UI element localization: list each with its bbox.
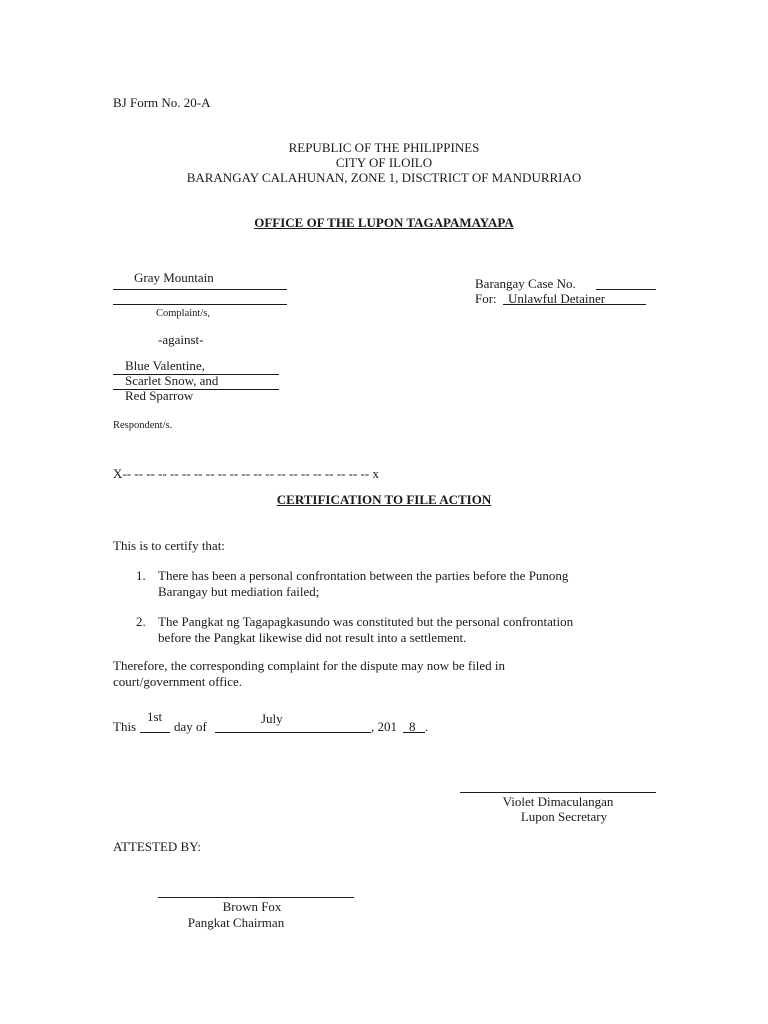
respondent-label: Respondent/s.: [113, 420, 173, 431]
item-2-line-2: before the Pangkat likewise did not result into a settlement.: [158, 629, 467, 645]
chairman-signature-line: [158, 897, 354, 898]
item-1-number: 1.: [136, 568, 146, 583]
respondent-2: Scarlet Snow, and: [125, 373, 219, 388]
attested-by-label: ATTESTED BY:: [113, 839, 201, 854]
date-period: .: [425, 719, 429, 734]
complainant-name: Gray Mountain: [134, 270, 214, 285]
complainant-line-2: [113, 304, 287, 305]
therefore-paragraph: [113, 658, 505, 689]
secretary-title: Lupon Secretary: [520, 809, 608, 824]
day-of-label: day of: [174, 719, 207, 734]
intro-text: This is to certify that:: [113, 538, 225, 553]
header-barangay: BARANGAY CALAHUNAN, ZONE 1, DISCTRICT OF MANDURRIAO: [186, 170, 582, 185]
case-no-label: Barangay Case No.: [475, 276, 576, 291]
secretary-name: Violet Dimaculangan: [502, 794, 614, 809]
chairman-title: Pangkat Chairman: [187, 915, 285, 930]
respondent-1: Blue Valentine,: [125, 358, 205, 373]
for-value: Unlawful Detainer: [508, 291, 606, 306]
item-2-line-1: The Pangkat ng Tagapagkasundo was constituted but the personal confrontation: [158, 614, 574, 629]
item-1-line-1: There has been a personal confrontation between the parties before the Punong: [158, 568, 569, 583]
therefore-line-2: court/government office.: [113, 673, 242, 689]
year-value: 8: [409, 719, 416, 734]
office-title: OFFICE OF THE LUPON TAGAPAMAYAPA: [254, 215, 514, 230]
this-label: This: [113, 719, 137, 734]
day-value: 1st: [147, 709, 163, 724]
for-label: For:: [475, 291, 497, 306]
month-line: [215, 732, 371, 733]
item-2-number: 2.: [136, 614, 146, 629]
item-1-line-2: Barangay but mediation failed;: [158, 583, 320, 599]
complainant-line-1: [113, 289, 287, 290]
separator: X-- -- -- -- -- -- -- -- -- -- -- -- -- -- -- -- -- -- -- -- -- x: [113, 466, 379, 481]
chairman-name: Brown Fox: [222, 899, 282, 914]
form-number: BJ Form No. 20-A: [113, 95, 211, 110]
complainant-label: Complaint/s,: [156, 308, 210, 319]
therefore-line-1: Therefore, the corresponding complaint for the dispute may now be filed in: [113, 658, 506, 673]
case-no-line: [596, 289, 656, 290]
against-label: -against-: [158, 332, 204, 347]
secretary-signature-line: [460, 792, 656, 793]
year-prefix: , 201: [371, 719, 397, 734]
respondent-3: Red Sparrow: [125, 388, 194, 403]
certification-title: CERTIFICATION TO FILE ACTION: [276, 492, 492, 507]
day-line: [140, 732, 170, 733]
header-city: CITY OF ILOILO: [335, 155, 433, 170]
month-value: July: [261, 711, 283, 726]
item-2-text: [158, 614, 573, 645]
header-republic: REPUBLIC OF THE PHILIPPINES: [288, 140, 480, 155]
item-1-text: [158, 568, 568, 599]
